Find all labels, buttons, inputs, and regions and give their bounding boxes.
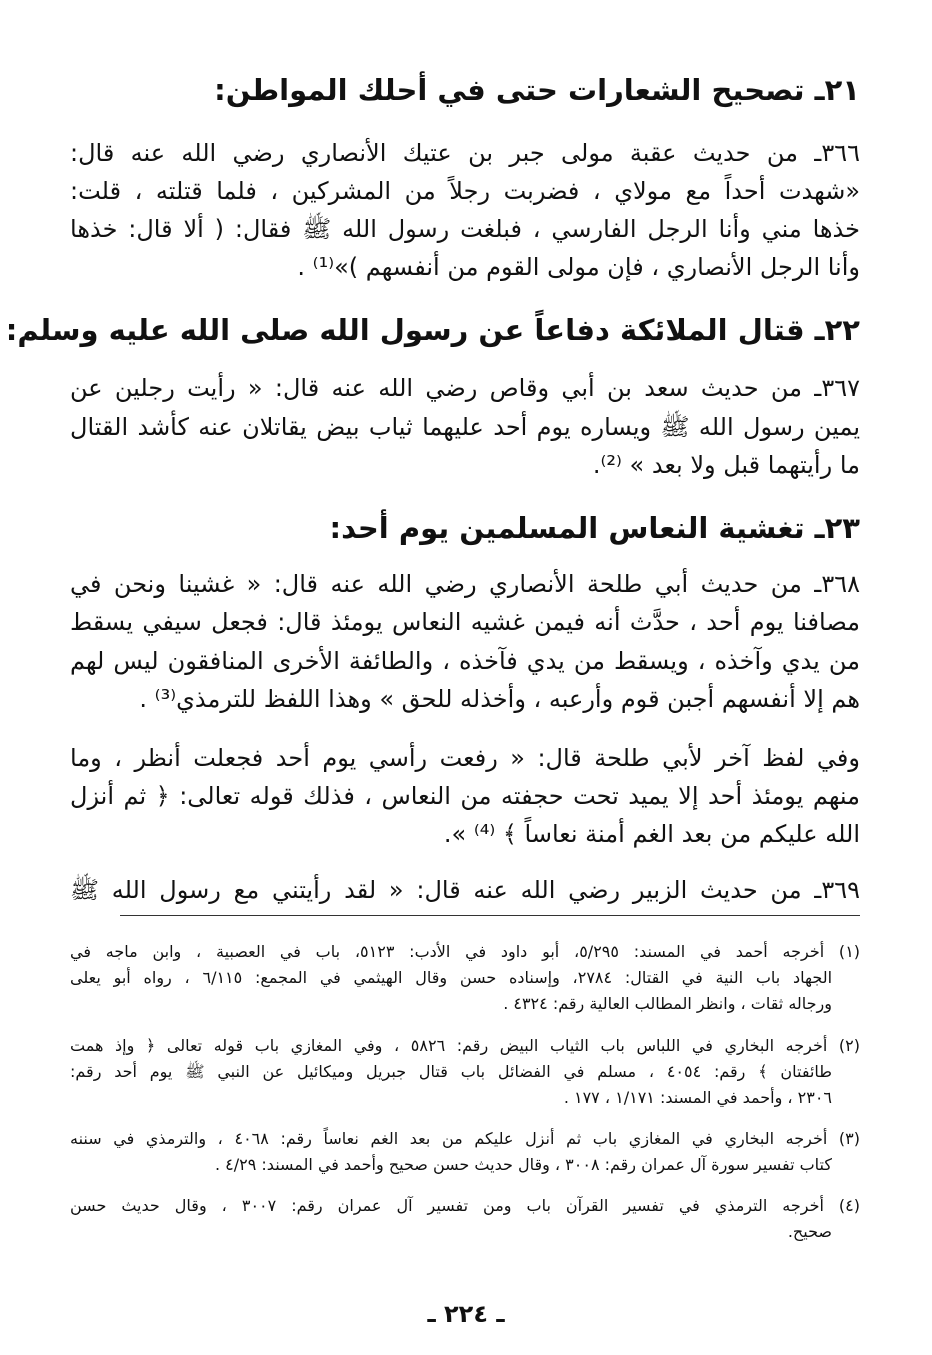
page-number: ـ ٢٢٤ ـ <box>427 1300 505 1328</box>
paragraph-line: يمين رسول الله ﷺ ويساره يوم أحد عليهما ثياب بيض يقاتلان عنه كأشد القتال <box>70 413 860 441</box>
footnote-line: (٣) أخرجه البخاري في المغازي باب ثم أنزل عليكم من بعد الغم نعاساً رقم: ٤٠٦٨ ، والترمذي في سننه <box>70 1129 861 1148</box>
footnote-line: (٢) أخرجه البخاري في اللباس باب الثياب البيض رقم: ٥٨٢٦ ، وفي المغازي باب قوله تعالى ﴿ وإذ همت <box>70 1036 860 1055</box>
paragraph-line: ما رأيتهما قبل ولا بعد » ⁽²⁾. <box>592 451 860 479</box>
footnote-line: ٢٣٠٦ ، وأحمد في المسند: ١/١٧١ ، ١٧٧ . <box>563 1088 832 1107</box>
paragraph-line: خذها مني وأنا الرجل الفارسي ، فبلغت رسول الله ﷺ فقال: ( ألا قال: خذها <box>70 215 860 243</box>
paragraph-line: الله عليكم من بعد الغم أمنة نعاساً ﴾ ⁽⁴⁾ ». <box>443 820 860 848</box>
footnote-line: طائفتان ﴾ رقم: ٤٠٥٤ ، مسلم في الفضائل باب قتال جبريل وميكائيل عن النبي ﷺ يوم أحد رقم: <box>70 1062 833 1081</box>
section-heading-21: ٢١ـ تصحيح الشعارات حتى في أحلك المواطن: <box>214 73 860 107</box>
section-heading-23: ٢٣ـ تغشية النعاس المسلمين يوم أحد: <box>329 511 860 545</box>
paragraph-line: ٣٦٨ـ من حديث أبي طلحة الأنصاري رضي الله عنه قال: « غشينا ونحن في <box>70 570 860 598</box>
paragraph-line: هم إلا أنفسهم أجبن قوم وأرعبه ، وأخذله للحق » وهذا اللفظ للترمذي⁽³⁾ . <box>139 685 860 713</box>
paragraph-line: منهم يومئذ أحد إلا يميد تحت حجفته من النعاس ، فذلك قوله تعالى: ﴿ ثم أنزل <box>70 782 860 810</box>
footnote-line: (٤) أخرجه الترمذي في تفسير القرآن باب ومن تفسير آل عمران رقم: ٣٠٠٧ ، وقال حديث حسن <box>70 1196 861 1215</box>
paragraph-line: وأنا الرجل الأنصاري ، فإن مولى القوم من أنفسهم )»⁽¹⁾ . <box>297 253 860 281</box>
paragraph-line: «شهدت أحداً مع مولاي ، فضربت رجلاً من المشركين ، فلما قتلته ، قلت: <box>70 177 860 205</box>
paragraph-line: ٣٦٩ـ من حديث الزبير رضي الله عنه قال: « لقد رأيتني مع رسول الله ﷺ <box>70 876 860 904</box>
footnote-line: ورجاله ثقات ، وانظر المطالب العالية رقم: ٤٣٢٤ . <box>503 994 832 1013</box>
footnote-line: الجهاد باب النية في القتال: ٢٧٨٤، وإسناده حسن وقال الهيثمي في المجمع: ٦/١١٥ ، رواه أبو يعلى <box>70 968 833 987</box>
paragraph-line: ٣٦٦ـ من حديث عقبة مولى جبر بن عتيك الأنصاري رضي الله عنه قال: <box>70 139 860 167</box>
footnote-line: كتاب تفسير سورة آل عمران رقم: ٣٠٠٨ ، وقال حديث حسن صحيح وأحمد في المسند: ٤/٢٩ . <box>214 1155 832 1174</box>
paragraph-line: مصافنا يوم أحد ، حدَّث أنه فيمن غشيه النعاس يومئذ قال: فجعل سيفي يسقط <box>70 608 860 636</box>
section-heading-22: ٢٢ـ قتال الملائكة دفاعاً عن رسول الله صلى الله عليه وسلم: <box>5 313 860 347</box>
paragraph-line: وفي لفظ آخر لأبي طلحة قال: « رفعت رأسي يوم أحد فجعلت أنظر ، وما <box>70 744 860 772</box>
footnote-line: صحيح. <box>787 1222 832 1241</box>
footnote-separator <box>120 915 860 916</box>
paragraph-line: ٣٦٧ـ من حديث سعد بن أبي وقاص رضي الله عنه قال: « رأيت رجلين عن <box>70 374 860 402</box>
paragraph-line: من يدي وآخذه ، ويسقط من يدي فآخذه ، والطائفة الأخرى المنافقون ليس لهم <box>70 647 860 675</box>
footnote-line: (١) أخرجه أحمد في المسند: ٥/٢٩٥، أبو داود في الأدب: ٥١٢٣، باب في العصبية ، وابن ماجه في <box>70 942 861 961</box>
